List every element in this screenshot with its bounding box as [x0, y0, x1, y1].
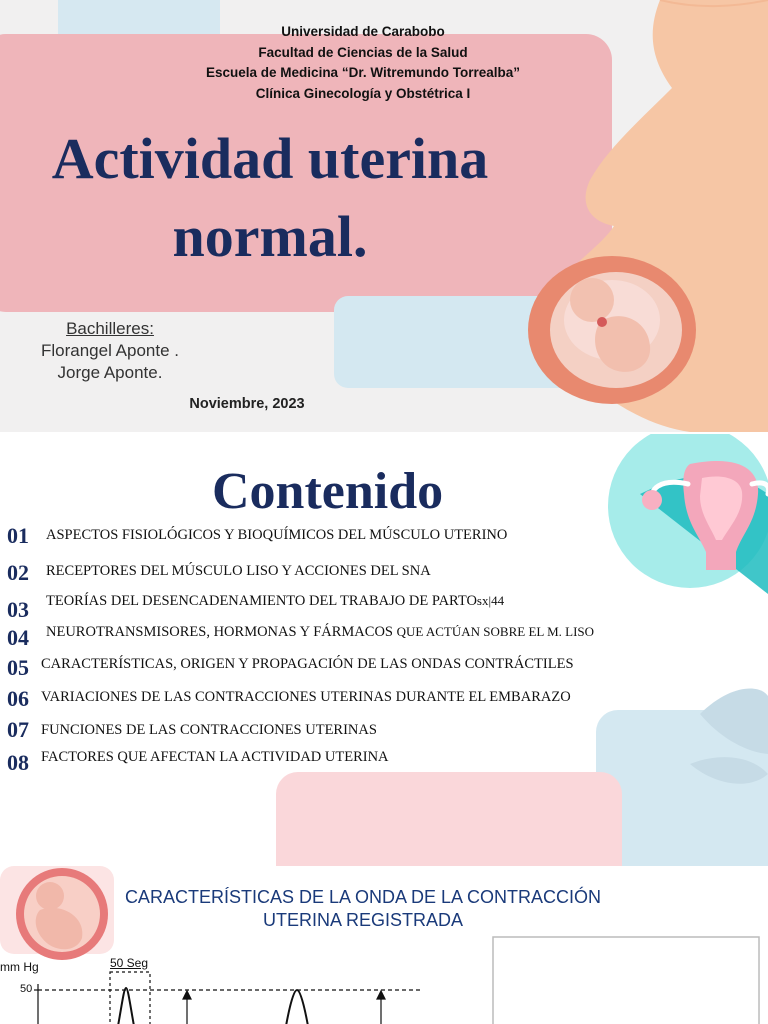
- toc-item[interactable]: ASPECTOS FISIOLÓGICOS Y BIOQUÍMICOS DEL MÚSCULO UTERINO: [46, 527, 508, 543]
- institution-block: [160, 22, 566, 104]
- author-name: Jorge Aponte.: [57, 363, 163, 382]
- toc-number: 05: [7, 655, 29, 680]
- fetus-icon: [16, 868, 108, 960]
- toc-item[interactable]: [46, 624, 594, 641]
- title-line: Actividad uterina: [51, 126, 489, 191]
- institution-line: Escuela de Medicina “Dr. Witremundo Torrealba”: [206, 65, 520, 80]
- axis-unit-label: mm Hg: [0, 960, 39, 974]
- toc-item[interactable]: FUNCIONES DE LAS CONTRACCIONES UTERINAS: [41, 722, 377, 738]
- pink-bottom-shape: [276, 772, 622, 866]
- axis-tick-label: 50: [20, 983, 33, 995]
- institution-line: Facultad de Ciencias de la Salud: [258, 44, 468, 60]
- wave-slide-title: [98, 886, 628, 932]
- toc-number: 06: [7, 686, 29, 711]
- toc-item-text: TEORÍAS DEL DESENCADENAMIENTO DEL TRABAJO DE PARTO: [46, 593, 477, 609]
- toc-item[interactable]: VARIACIONES DE LAS CONTRACCIONES UTERINAS DURANTE EL EMBARAZO: [41, 689, 571, 705]
- title-slide: [0, 0, 768, 432]
- authors-block: [20, 318, 200, 384]
- author-name: Florangel Aponte .: [41, 341, 179, 360]
- title-line: UTERINA REGISTRADA: [262, 910, 464, 930]
- title-line: CARACTERÍSTICAS DE LA ONDA DE LA CONTRACCIÓN: [124, 887, 602, 907]
- contraction-wave-graph: [34, 972, 420, 1024]
- toc-number: 04: [7, 625, 29, 650]
- image-placeholder-box: [493, 937, 759, 1024]
- toc-number: 07: [7, 717, 29, 742]
- title-line: normal.: [172, 204, 368, 269]
- toc-number: 03: [7, 597, 29, 622]
- toc-item-text: NEUROTRANSMISORES, HORMONAS Y FÁRMACOS: [46, 624, 397, 640]
- date-label: Noviembre, 2023: [189, 396, 305, 412]
- toc-item-suffix: QUE ACTÚAN SOBRE EL M. LISO: [396, 624, 595, 639]
- toc-number: 01: [7, 523, 29, 548]
- slide-title: [20, 120, 520, 276]
- toc-number: 08: [7, 750, 29, 775]
- institution-line: Clínica Ginecología y Obstétrica I: [255, 85, 471, 101]
- toc-item[interactable]: RECEPTORES DEL MÚSCULO LISO Y ACCIONES DEL SNA: [46, 563, 431, 579]
- toc-item[interactable]: [46, 593, 504, 610]
- institution-line: Universidad de Carabobo: [281, 24, 445, 39]
- authors-label: Bachilleres:: [66, 319, 154, 338]
- toc-item[interactable]: FACTORES QUE AFECTAN LA ACTIVIDAD UTERINA: [41, 749, 389, 765]
- wave-slide: [0, 866, 768, 1024]
- toc-item-suffix: sx|44: [476, 593, 505, 608]
- fetus-head-icon: [570, 278, 614, 322]
- contents-slide: [0, 434, 768, 866]
- seg-label: 50 Seg: [110, 956, 149, 970]
- toc-number: 02: [7, 560, 29, 585]
- contents-title: Contenido: [212, 463, 444, 520]
- toc-item[interactable]: CARACTERÍSTICAS, ORIGEN Y PROPAGACIÓN DE LAS ONDAS CONTRÁCTILES: [41, 656, 574, 672]
